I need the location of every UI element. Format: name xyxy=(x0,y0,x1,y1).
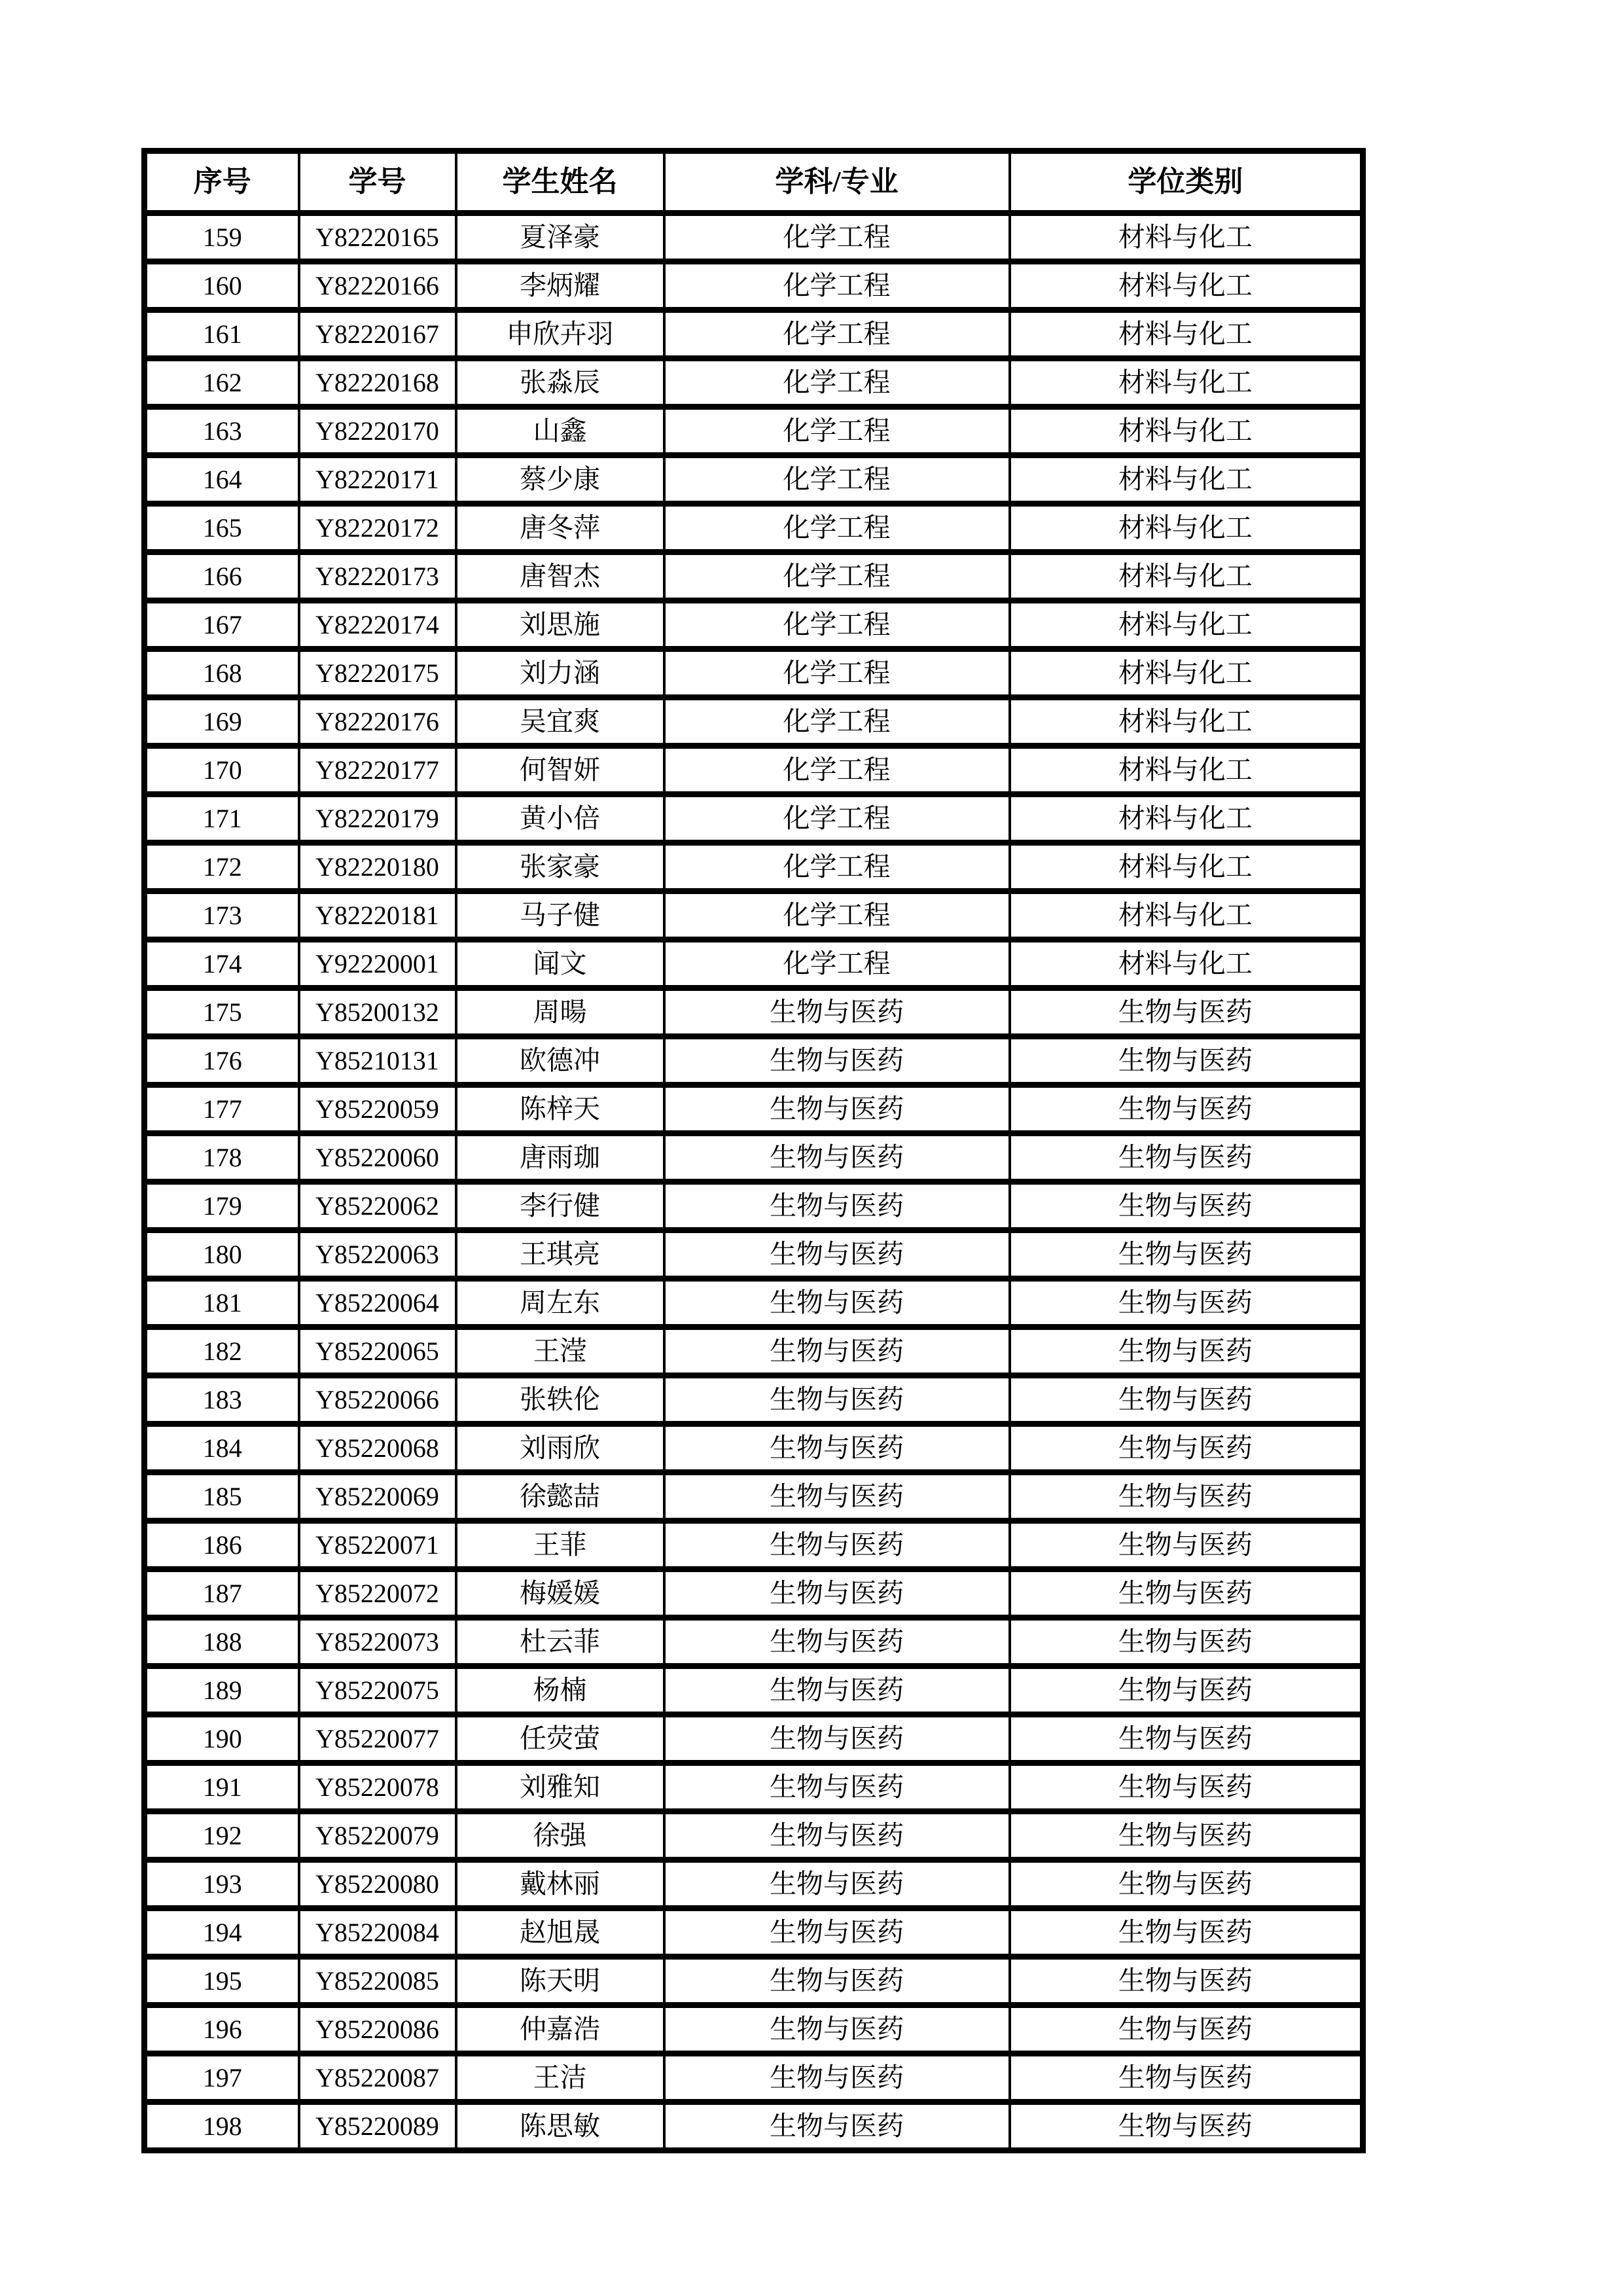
cell-student-name: 陈思敏 xyxy=(456,2102,664,2151)
cell-subject-major: 生物与医药 xyxy=(664,1666,1010,1715)
cell-subject-major: 生物与医药 xyxy=(664,1327,1010,1376)
cell-serial-number: 169 xyxy=(145,698,299,746)
cell-student-id: Y82220172 xyxy=(299,504,456,552)
table-header xyxy=(145,151,1363,213)
cell-subject-major: 生物与医药 xyxy=(664,2054,1010,2102)
cell-degree-category: 材料与化工 xyxy=(1010,843,1363,891)
cell-degree-category: 生物与医药 xyxy=(1010,1376,1363,1424)
cell-serial-number: 195 xyxy=(145,1957,299,2005)
table-row xyxy=(145,456,1363,504)
cell-student-id: Y85220078 xyxy=(299,1763,456,1812)
table-row xyxy=(145,1666,1363,1715)
cell-serial-number: 184 xyxy=(145,1424,299,1473)
cell-student-name: 仲嘉浩 xyxy=(456,2005,664,2054)
cell-serial-number: 196 xyxy=(145,2005,299,2054)
cell-degree-category: 生物与医药 xyxy=(1010,1230,1363,1279)
cell-degree-category: 生物与医药 xyxy=(1010,1037,1363,1085)
cell-subject-major: 化学工程 xyxy=(664,213,1010,262)
cell-subject-major: 化学工程 xyxy=(664,504,1010,552)
cell-student-name: 李炳耀 xyxy=(456,262,664,310)
cell-student-name: 杜云菲 xyxy=(456,1618,664,1666)
cell-serial-number: 173 xyxy=(145,891,299,940)
cell-subject-major: 生物与医药 xyxy=(664,1521,1010,1570)
col-header-name: 学生姓名 xyxy=(456,151,664,213)
cell-student-id: Y85220086 xyxy=(299,2005,456,2054)
cell-degree-category: 生物与医药 xyxy=(1010,1279,1363,1327)
cell-student-name: 梅媛媛 xyxy=(456,1570,664,1618)
cell-degree-category: 材料与化工 xyxy=(1010,698,1363,746)
cell-serial-number: 181 xyxy=(145,1279,299,1327)
cell-subject-major: 生物与医药 xyxy=(664,1279,1010,1327)
cell-serial-number: 159 xyxy=(145,213,299,262)
table-row xyxy=(145,407,1363,456)
cell-subject-major: 化学工程 xyxy=(664,649,1010,698)
cell-student-id: Y85220066 xyxy=(299,1376,456,1424)
cell-degree-category: 生物与医药 xyxy=(1010,1957,1363,2005)
cell-degree-category: 生物与医药 xyxy=(1010,1134,1363,1182)
cell-serial-number: 172 xyxy=(145,843,299,891)
cell-subject-major: 化学工程 xyxy=(664,698,1010,746)
table-row xyxy=(145,940,1363,988)
cell-degree-category: 生物与医药 xyxy=(1010,1521,1363,1570)
cell-student-id: Y85220075 xyxy=(299,1666,456,1715)
table-row xyxy=(145,649,1363,698)
cell-student-id: Y82220174 xyxy=(299,601,456,649)
cell-student-name: 刘思施 xyxy=(456,601,664,649)
cell-degree-category: 材料与化工 xyxy=(1010,407,1363,456)
cell-serial-number: 177 xyxy=(145,1085,299,1134)
cell-subject-major: 生物与医药 xyxy=(664,1376,1010,1424)
cell-serial-number: 162 xyxy=(145,359,299,407)
table-row xyxy=(145,1860,1363,1909)
cell-serial-number: 186 xyxy=(145,1521,299,1570)
cell-serial-number: 190 xyxy=(145,1715,299,1763)
col-header-degree: 学位类别 xyxy=(1010,151,1363,213)
cell-degree-category: 材料与化工 xyxy=(1010,310,1363,359)
cell-student-name: 申欣卉羽 xyxy=(456,310,664,359)
cell-degree-category: 材料与化工 xyxy=(1010,601,1363,649)
table-row xyxy=(145,1763,1363,1812)
table-row xyxy=(145,601,1363,649)
cell-serial-number: 174 xyxy=(145,940,299,988)
table-row xyxy=(145,1473,1363,1521)
table-row xyxy=(145,1909,1363,1957)
col-header-id: 学号 xyxy=(299,151,456,213)
cell-degree-category: 生物与医药 xyxy=(1010,1473,1363,1521)
cell-serial-number: 171 xyxy=(145,795,299,843)
cell-student-name: 刘雨欣 xyxy=(456,1424,664,1473)
cell-student-id: Y85220059 xyxy=(299,1085,456,1134)
table-row xyxy=(145,1134,1363,1182)
cell-serial-number: 170 xyxy=(145,746,299,795)
table-row xyxy=(145,310,1363,359)
cell-serial-number: 165 xyxy=(145,504,299,552)
cell-student-name: 张淼辰 xyxy=(456,359,664,407)
cell-serial-number: 160 xyxy=(145,262,299,310)
col-header-no: 序号 xyxy=(145,151,299,213)
table-row xyxy=(145,504,1363,552)
cell-degree-category: 生物与医药 xyxy=(1010,2054,1363,2102)
table-row xyxy=(145,1521,1363,1570)
cell-subject-major: 生物与医药 xyxy=(664,1957,1010,2005)
cell-student-name: 陈梓天 xyxy=(456,1085,664,1134)
cell-student-name: 周暘 xyxy=(456,988,664,1037)
table-row xyxy=(145,1570,1363,1618)
cell-degree-category: 生物与医药 xyxy=(1010,1182,1363,1230)
cell-serial-number: 163 xyxy=(145,407,299,456)
cell-degree-category: 生物与医药 xyxy=(1010,1327,1363,1376)
cell-degree-category: 生物与医药 xyxy=(1010,1085,1363,1134)
cell-student-name: 欧德冲 xyxy=(456,1037,664,1085)
table-row xyxy=(145,262,1363,310)
table-body xyxy=(145,213,1363,2151)
cell-student-name: 刘力涵 xyxy=(456,649,664,698)
cell-subject-major: 化学工程 xyxy=(664,359,1010,407)
cell-degree-category: 生物与医药 xyxy=(1010,1424,1363,1473)
header-row xyxy=(145,151,1363,213)
cell-subject-major: 生物与医药 xyxy=(664,1134,1010,1182)
cell-subject-major: 生物与医药 xyxy=(664,1763,1010,1812)
cell-student-name: 王洁 xyxy=(456,2054,664,2102)
cell-serial-number: 166 xyxy=(145,552,299,601)
cell-serial-number: 197 xyxy=(145,2054,299,2102)
cell-subject-major: 生物与医药 xyxy=(664,1230,1010,1279)
table-row xyxy=(145,359,1363,407)
table-row xyxy=(145,1037,1363,1085)
cell-serial-number: 176 xyxy=(145,1037,299,1085)
cell-subject-major: 生物与医药 xyxy=(664,1570,1010,1618)
student-roster-table-wrap xyxy=(141,148,1366,2153)
cell-subject-major: 生物与医药 xyxy=(664,1812,1010,1860)
cell-student-id: Y85220087 xyxy=(299,2054,456,2102)
table-row xyxy=(145,1327,1363,1376)
cell-student-name: 闻文 xyxy=(456,940,664,988)
cell-student-name: 张家豪 xyxy=(456,843,664,891)
cell-student-id: Y85220060 xyxy=(299,1134,456,1182)
cell-student-id: Y82220176 xyxy=(299,698,456,746)
table-row xyxy=(145,1182,1363,1230)
cell-student-name: 徐懿喆 xyxy=(456,1473,664,1521)
cell-subject-major: 化学工程 xyxy=(664,310,1010,359)
cell-subject-major: 化学工程 xyxy=(664,407,1010,456)
cell-subject-major: 生物与医药 xyxy=(664,1618,1010,1666)
cell-serial-number: 167 xyxy=(145,601,299,649)
table-row xyxy=(145,1424,1363,1473)
cell-serial-number: 194 xyxy=(145,1909,299,1957)
cell-subject-major: 生物与医药 xyxy=(664,2102,1010,2151)
cell-student-id: Y85220084 xyxy=(299,1909,456,1957)
table-row xyxy=(145,891,1363,940)
cell-serial-number: 191 xyxy=(145,1763,299,1812)
cell-degree-category: 材料与化工 xyxy=(1010,504,1363,552)
cell-degree-category: 材料与化工 xyxy=(1010,456,1363,504)
cell-serial-number: 180 xyxy=(145,1230,299,1279)
cell-student-name: 陈天明 xyxy=(456,1957,664,2005)
cell-student-id: Y82220173 xyxy=(299,552,456,601)
cell-degree-category: 材料与化工 xyxy=(1010,552,1363,601)
table-row xyxy=(145,2102,1363,2151)
cell-serial-number: 164 xyxy=(145,456,299,504)
col-header-major: 学科/专业 xyxy=(664,151,1010,213)
cell-degree-category: 材料与化工 xyxy=(1010,262,1363,310)
cell-serial-number: 193 xyxy=(145,1860,299,1909)
cell-student-name: 唐雨珈 xyxy=(456,1134,664,1182)
cell-student-id: Y85220080 xyxy=(299,1860,456,1909)
cell-student-name: 戴林丽 xyxy=(456,1860,664,1909)
table-row xyxy=(145,843,1363,891)
table-row xyxy=(145,988,1363,1037)
cell-serial-number: 189 xyxy=(145,1666,299,1715)
cell-student-id: Y85220079 xyxy=(299,1812,456,1860)
cell-degree-category: 材料与化工 xyxy=(1010,891,1363,940)
cell-subject-major: 化学工程 xyxy=(664,795,1010,843)
cell-subject-major: 生物与医药 xyxy=(664,1909,1010,1957)
table-row xyxy=(145,746,1363,795)
table-row xyxy=(145,1957,1363,2005)
cell-student-name: 马子健 xyxy=(456,891,664,940)
cell-student-name: 黄小倍 xyxy=(456,795,664,843)
student-roster-table xyxy=(141,148,1366,2153)
cell-subject-major: 生物与医药 xyxy=(664,2005,1010,2054)
cell-subject-major: 化学工程 xyxy=(664,552,1010,601)
cell-degree-category: 生物与医药 xyxy=(1010,2102,1363,2151)
cell-degree-category: 生物与医药 xyxy=(1010,1909,1363,1957)
cell-subject-major: 生物与医药 xyxy=(664,1860,1010,1909)
cell-subject-major: 化学工程 xyxy=(664,746,1010,795)
table-row xyxy=(145,1230,1363,1279)
cell-student-name: 王琪亮 xyxy=(456,1230,664,1279)
cell-student-name: 周左东 xyxy=(456,1279,664,1327)
cell-student-name: 张轶伦 xyxy=(456,1376,664,1424)
cell-student-name: 夏泽豪 xyxy=(456,213,664,262)
cell-subject-major: 化学工程 xyxy=(664,601,1010,649)
cell-student-id: Y82220168 xyxy=(299,359,456,407)
cell-degree-category: 材料与化工 xyxy=(1010,649,1363,698)
cell-student-id: Y85220065 xyxy=(299,1327,456,1376)
cell-student-id: Y85220085 xyxy=(299,1957,456,2005)
cell-student-id: Y82220165 xyxy=(299,213,456,262)
cell-subject-major: 化学工程 xyxy=(664,891,1010,940)
cell-student-name: 唐冬萍 xyxy=(456,504,664,552)
cell-degree-category: 生物与医药 xyxy=(1010,1715,1363,1763)
cell-student-name: 唐智杰 xyxy=(456,552,664,601)
cell-student-name: 吴宜爽 xyxy=(456,698,664,746)
cell-degree-category: 材料与化工 xyxy=(1010,746,1363,795)
cell-degree-category: 生物与医药 xyxy=(1010,1570,1363,1618)
cell-student-name: 蔡少康 xyxy=(456,456,664,504)
cell-student-name: 徐强 xyxy=(456,1812,664,1860)
cell-student-id: Y82220179 xyxy=(299,795,456,843)
cell-serial-number: 183 xyxy=(145,1376,299,1424)
cell-student-name: 杨楠 xyxy=(456,1666,664,1715)
cell-student-id: Y85200132 xyxy=(299,988,456,1037)
cell-serial-number: 161 xyxy=(145,310,299,359)
cell-student-id: Y92220001 xyxy=(299,940,456,988)
cell-degree-category: 材料与化工 xyxy=(1010,213,1363,262)
cell-serial-number: 182 xyxy=(145,1327,299,1376)
cell-student-name: 任荧萤 xyxy=(456,1715,664,1763)
cell-degree-category: 材料与化工 xyxy=(1010,795,1363,843)
cell-student-id: Y82220180 xyxy=(299,843,456,891)
cell-subject-major: 生物与医药 xyxy=(664,1182,1010,1230)
table-row xyxy=(145,795,1363,843)
cell-degree-category: 生物与医药 xyxy=(1010,1618,1363,1666)
cell-serial-number: 178 xyxy=(145,1134,299,1182)
cell-student-id: Y85220089 xyxy=(299,2102,456,2151)
cell-student-name: 何智妍 xyxy=(456,746,664,795)
cell-student-id: Y85220063 xyxy=(299,1230,456,1279)
cell-student-id: Y85220071 xyxy=(299,1521,456,1570)
cell-student-name: 赵旭晟 xyxy=(456,1909,664,1957)
cell-student-id: Y85220069 xyxy=(299,1473,456,1521)
cell-student-id: Y82220167 xyxy=(299,310,456,359)
cell-subject-major: 化学工程 xyxy=(664,262,1010,310)
cell-subject-major: 生物与医药 xyxy=(664,1424,1010,1473)
table-row xyxy=(145,1085,1363,1134)
cell-serial-number: 187 xyxy=(145,1570,299,1618)
table-row xyxy=(145,213,1363,262)
cell-serial-number: 185 xyxy=(145,1473,299,1521)
cell-student-name: 李行健 xyxy=(456,1182,664,1230)
cell-student-name: 刘雅知 xyxy=(456,1763,664,1812)
cell-degree-category: 生物与医药 xyxy=(1010,1763,1363,1812)
table-row xyxy=(145,1812,1363,1860)
table-row xyxy=(145,1376,1363,1424)
cell-serial-number: 175 xyxy=(145,988,299,1037)
table-row xyxy=(145,2054,1363,2102)
table-row xyxy=(145,1715,1363,1763)
cell-subject-major: 生物与医药 xyxy=(664,1715,1010,1763)
cell-student-id: Y85220064 xyxy=(299,1279,456,1327)
cell-serial-number: 188 xyxy=(145,1618,299,1666)
cell-degree-category: 材料与化工 xyxy=(1010,940,1363,988)
cell-student-id: Y82220171 xyxy=(299,456,456,504)
table-row xyxy=(145,552,1363,601)
cell-student-id: Y85210131 xyxy=(299,1037,456,1085)
cell-student-id: Y85220077 xyxy=(299,1715,456,1763)
cell-degree-category: 生物与医药 xyxy=(1010,1860,1363,1909)
cell-degree-category: 生物与医药 xyxy=(1010,1812,1363,1860)
cell-serial-number: 168 xyxy=(145,649,299,698)
cell-student-name: 山鑫 xyxy=(456,407,664,456)
cell-serial-number: 198 xyxy=(145,2102,299,2151)
cell-student-id: Y82220175 xyxy=(299,649,456,698)
cell-serial-number: 179 xyxy=(145,1182,299,1230)
cell-subject-major: 生物与医药 xyxy=(664,1473,1010,1521)
cell-degree-category: 生物与医药 xyxy=(1010,2005,1363,2054)
cell-student-id: Y85220072 xyxy=(299,1570,456,1618)
cell-degree-category: 生物与医药 xyxy=(1010,1666,1363,1715)
cell-student-id: Y85220068 xyxy=(299,1424,456,1473)
cell-degree-category: 生物与医药 xyxy=(1010,988,1363,1037)
cell-subject-major: 生物与医药 xyxy=(664,988,1010,1037)
cell-student-id: Y85220062 xyxy=(299,1182,456,1230)
table-row xyxy=(145,698,1363,746)
cell-student-id: Y82220181 xyxy=(299,891,456,940)
cell-subject-major: 化学工程 xyxy=(664,843,1010,891)
cell-student-id: Y82220170 xyxy=(299,407,456,456)
cell-student-id: Y82220166 xyxy=(299,262,456,310)
cell-subject-major: 生物与医药 xyxy=(664,1085,1010,1134)
cell-serial-number: 192 xyxy=(145,1812,299,1860)
cell-student-name: 王菲 xyxy=(456,1521,664,1570)
table-row xyxy=(145,1279,1363,1327)
cell-student-name: 王滢 xyxy=(456,1327,664,1376)
table-row xyxy=(145,1618,1363,1666)
cell-subject-major: 化学工程 xyxy=(664,456,1010,504)
cell-subject-major: 生物与医药 xyxy=(664,1037,1010,1085)
cell-degree-category: 材料与化工 xyxy=(1010,359,1363,407)
table-row xyxy=(145,2005,1363,2054)
cell-subject-major: 化学工程 xyxy=(664,940,1010,988)
cell-student-id: Y85220073 xyxy=(299,1618,456,1666)
cell-student-id: Y82220177 xyxy=(299,746,456,795)
